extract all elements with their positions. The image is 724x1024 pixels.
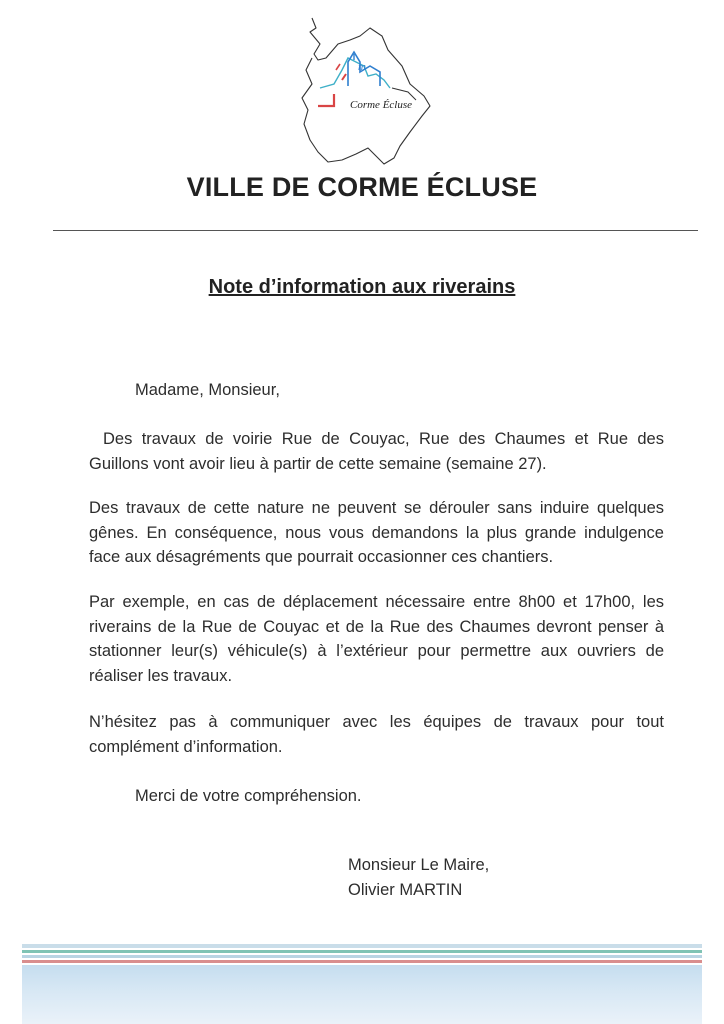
footer-stripe — [22, 944, 702, 948]
paragraph-roadworks: Des travaux de voirie Rue de Couyac, Rue des Chaumes et Rue des Guillons vont avoir lieu à partir de cette semaine (semaine 27). — [89, 430, 664, 473]
footer-stripe — [22, 955, 702, 958]
page-title: VILLE DE CORME ÉCLUSE — [186, 172, 538, 202]
closing-line: Merci de votre compréhension. — [135, 787, 362, 805]
greeting: Madame, Monsieur, — [135, 381, 280, 399]
svg-text:m: m — [358, 61, 366, 73]
signature-title: Monsieur Le Maire, — [348, 856, 490, 874]
document-subject: Note d’information aux riverains — [208, 276, 516, 298]
signature-name: Olivier MARTIN — [348, 880, 463, 899]
footer-band — [22, 965, 702, 1024]
signature-block — [348, 853, 489, 902]
footer-stripe — [22, 950, 702, 953]
town-logo — [298, 14, 438, 166]
footer-decoration — [22, 944, 702, 1024]
paragraph-inconvenience: Des travaux de cette nature ne peuvent se dérouler sans induire quelques gênes. En conséquence, nous vous demandons la plus grande indulgence face aux désagréments que pourrait occasionner ces chantiers. — [89, 499, 664, 566]
corme-ecluse-map-logo-icon — [298, 14, 438, 166]
paragraph-contact: N’hésitez pas à communiquer avec les équipes de travaux pour tout complément d’information. — [89, 713, 664, 756]
paragraph-parking: Par exemple, en cas de déplacement nécessaire entre 8h00 et 17h00, les riverains de la Rue de Couyac et de la Rue des Chaumes devront penser à stationner leur(s) véhicule(s) à l’extérieur pour permettre aux ouvriers de réaliser les travaux. — [89, 593, 664, 685]
logo-text: Corme Écluse — [350, 99, 413, 111]
header-divider — [53, 230, 698, 231]
footer-stripe — [22, 960, 702, 963]
